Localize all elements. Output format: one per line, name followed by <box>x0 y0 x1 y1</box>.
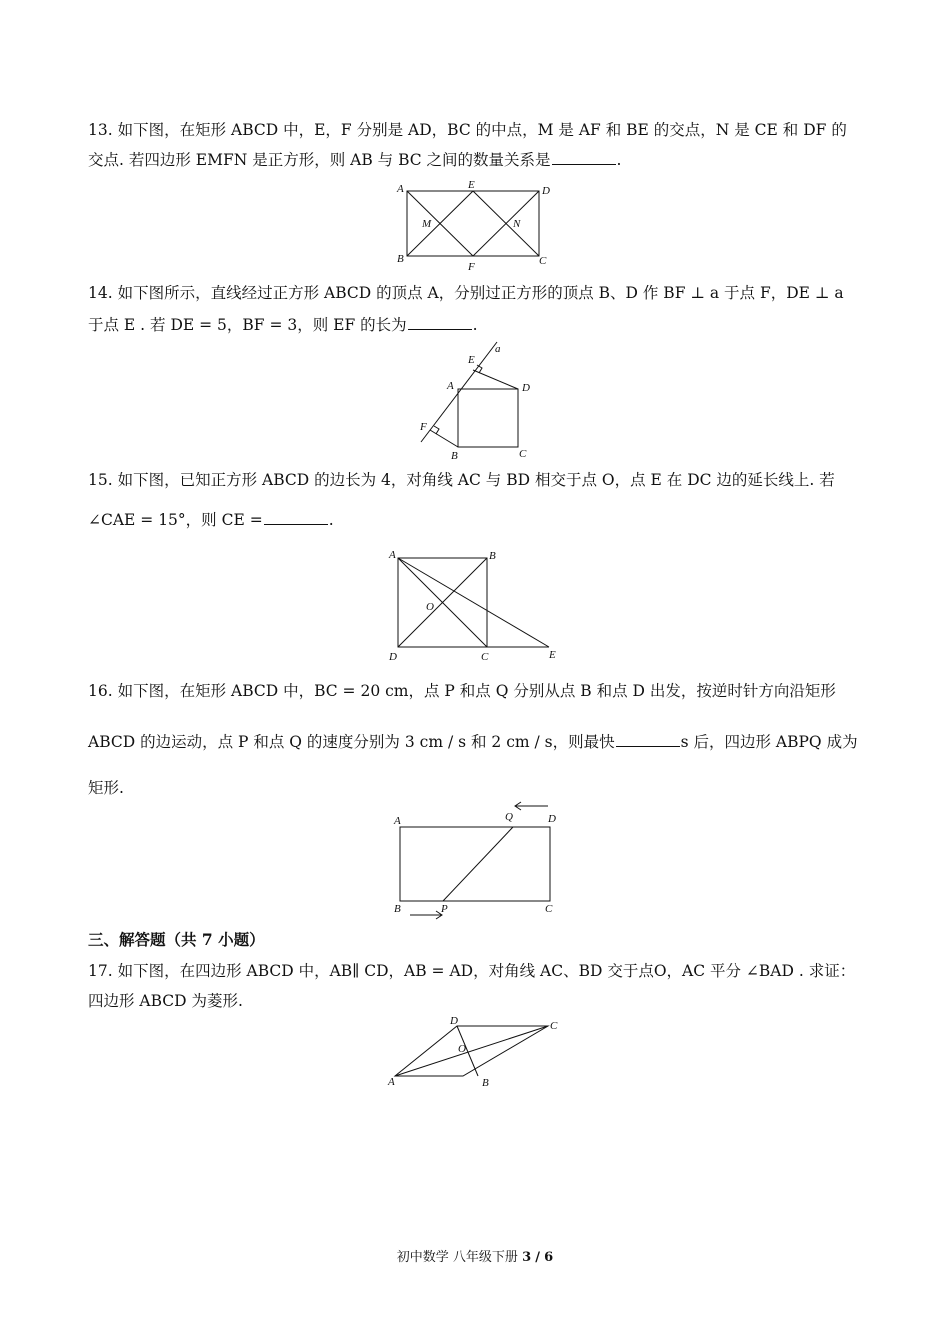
q17-label-C: C <box>550 1020 558 1032</box>
q14-figure <box>415 340 545 465</box>
q13-label-D: D <box>542 185 550 197</box>
q15-label-O: O <box>426 601 434 613</box>
q15-label-B: B <box>489 550 496 562</box>
q17-line1: 17. 如下图，在四边形 ABCD 中，AB∥ CD，AB = AD，对角线 AC、BD 交于点O，AC 平分 ∠BAD . 求证： <box>88 962 856 980</box>
q14-label-E: E <box>468 354 475 366</box>
footer-text: 初中数学 八年级下册 <box>396 1250 518 1265</box>
page-sep: / <box>535 1250 541 1265</box>
q17-label-D: D <box>450 1015 458 1027</box>
q16-label-B: B <box>394 903 401 915</box>
q16-label-D: D <box>548 813 556 825</box>
q14-label-A: A <box>447 380 454 392</box>
q17-text <box>88 956 864 1016</box>
q14-text <box>88 278 864 340</box>
q16-label-Q: Q <box>505 811 513 823</box>
q17-figure <box>385 1015 565 1095</box>
q14-label-D: D <box>522 382 530 394</box>
q17-label-O: O <box>458 1043 466 1055</box>
q13-line1: 13. 如下图，在矩形 ABCD 中，E，F 分别是 AD，BC 的中点，M 是 AF 和 BE 的交点，N 是 CE 和 DF 的 <box>88 121 847 139</box>
page-footer <box>0 1246 950 1265</box>
q15-label-C: C <box>481 651 489 663</box>
q13-figure <box>395 180 555 275</box>
q15-line2: ∠CAE = 15°，则 CE = . <box>88 511 334 529</box>
q14-label-F: F <box>420 421 427 433</box>
answer-blank <box>264 510 328 525</box>
q13-label-C: C <box>539 255 547 267</box>
q16-figure <box>390 800 570 922</box>
page-number: 3 <box>522 1250 532 1265</box>
q13-line2: 交点. 若四边形 EMFN 是正方形，则 AB 与 BC 之间的数量关系是 . <box>88 151 622 169</box>
q17-line2: 四边形 ABCD 为菱形. <box>88 992 243 1010</box>
section-heading: 三、解答题（共 7 小题） <box>88 930 265 949</box>
q15-label-A: A <box>389 549 396 561</box>
q16-line2: ABCD 的边运动，点 P 和点 Q 的速度分别为 3 cm / s 和 2 cm / s，则最快 s 后，四边形 ABPQ 成为 <box>88 733 858 751</box>
q13-label-B: B <box>397 253 404 265</box>
q15-label-D: D <box>389 651 397 663</box>
q16-label-C: C <box>545 903 553 915</box>
q13-text <box>88 115 864 175</box>
q13-label-E: E <box>468 179 475 191</box>
answer-blank <box>616 732 680 747</box>
q15-figure <box>385 548 565 663</box>
q16-label-A: A <box>394 815 401 827</box>
answer-blank <box>408 315 472 330</box>
q16-line3: 矩形. <box>88 779 124 797</box>
q17-label-A: A <box>388 1076 395 1088</box>
q15-text <box>88 465 864 535</box>
q17-label-B: B <box>482 1077 489 1089</box>
page-total: 6 <box>544 1250 554 1265</box>
q15-line1: 15. 如下图，已知正方形 ABCD 的边长为 4，对角线 AC 与 BD 相交于点 O，点 E 在 DC 边的延长线上. 若 <box>88 471 835 489</box>
q16-label-P: P <box>441 903 448 915</box>
q14-label-C: C <box>519 448 527 460</box>
q15-label-E: E <box>549 649 556 661</box>
q13-label-N: N <box>513 218 521 230</box>
q13-label-A: A <box>397 183 404 195</box>
q16-line1: 16. 如下图，在矩形 ABCD 中，BC = 20 cm，点 P 和点 Q 分别从点 B 和点 D 出发，按逆时针方向沿矩形 <box>88 682 836 700</box>
q13-label-F: F <box>468 261 475 273</box>
answer-blank <box>552 150 616 165</box>
q14-line2: 于点 E . 若 DE = 5，BF = 3，则 EF 的长为 . <box>88 316 478 334</box>
q13-label-M: M <box>422 218 432 230</box>
q14-label-B: B <box>451 450 458 462</box>
q16-text <box>88 678 864 801</box>
q14-label-a: a <box>495 343 501 355</box>
q14-line1: 14. 如下图所示，直线经过正方形 ABCD 的顶点 A，分别过正方形的顶点 B、D 作 BF ⊥ a 于点 F，DE ⊥ a <box>88 284 844 302</box>
